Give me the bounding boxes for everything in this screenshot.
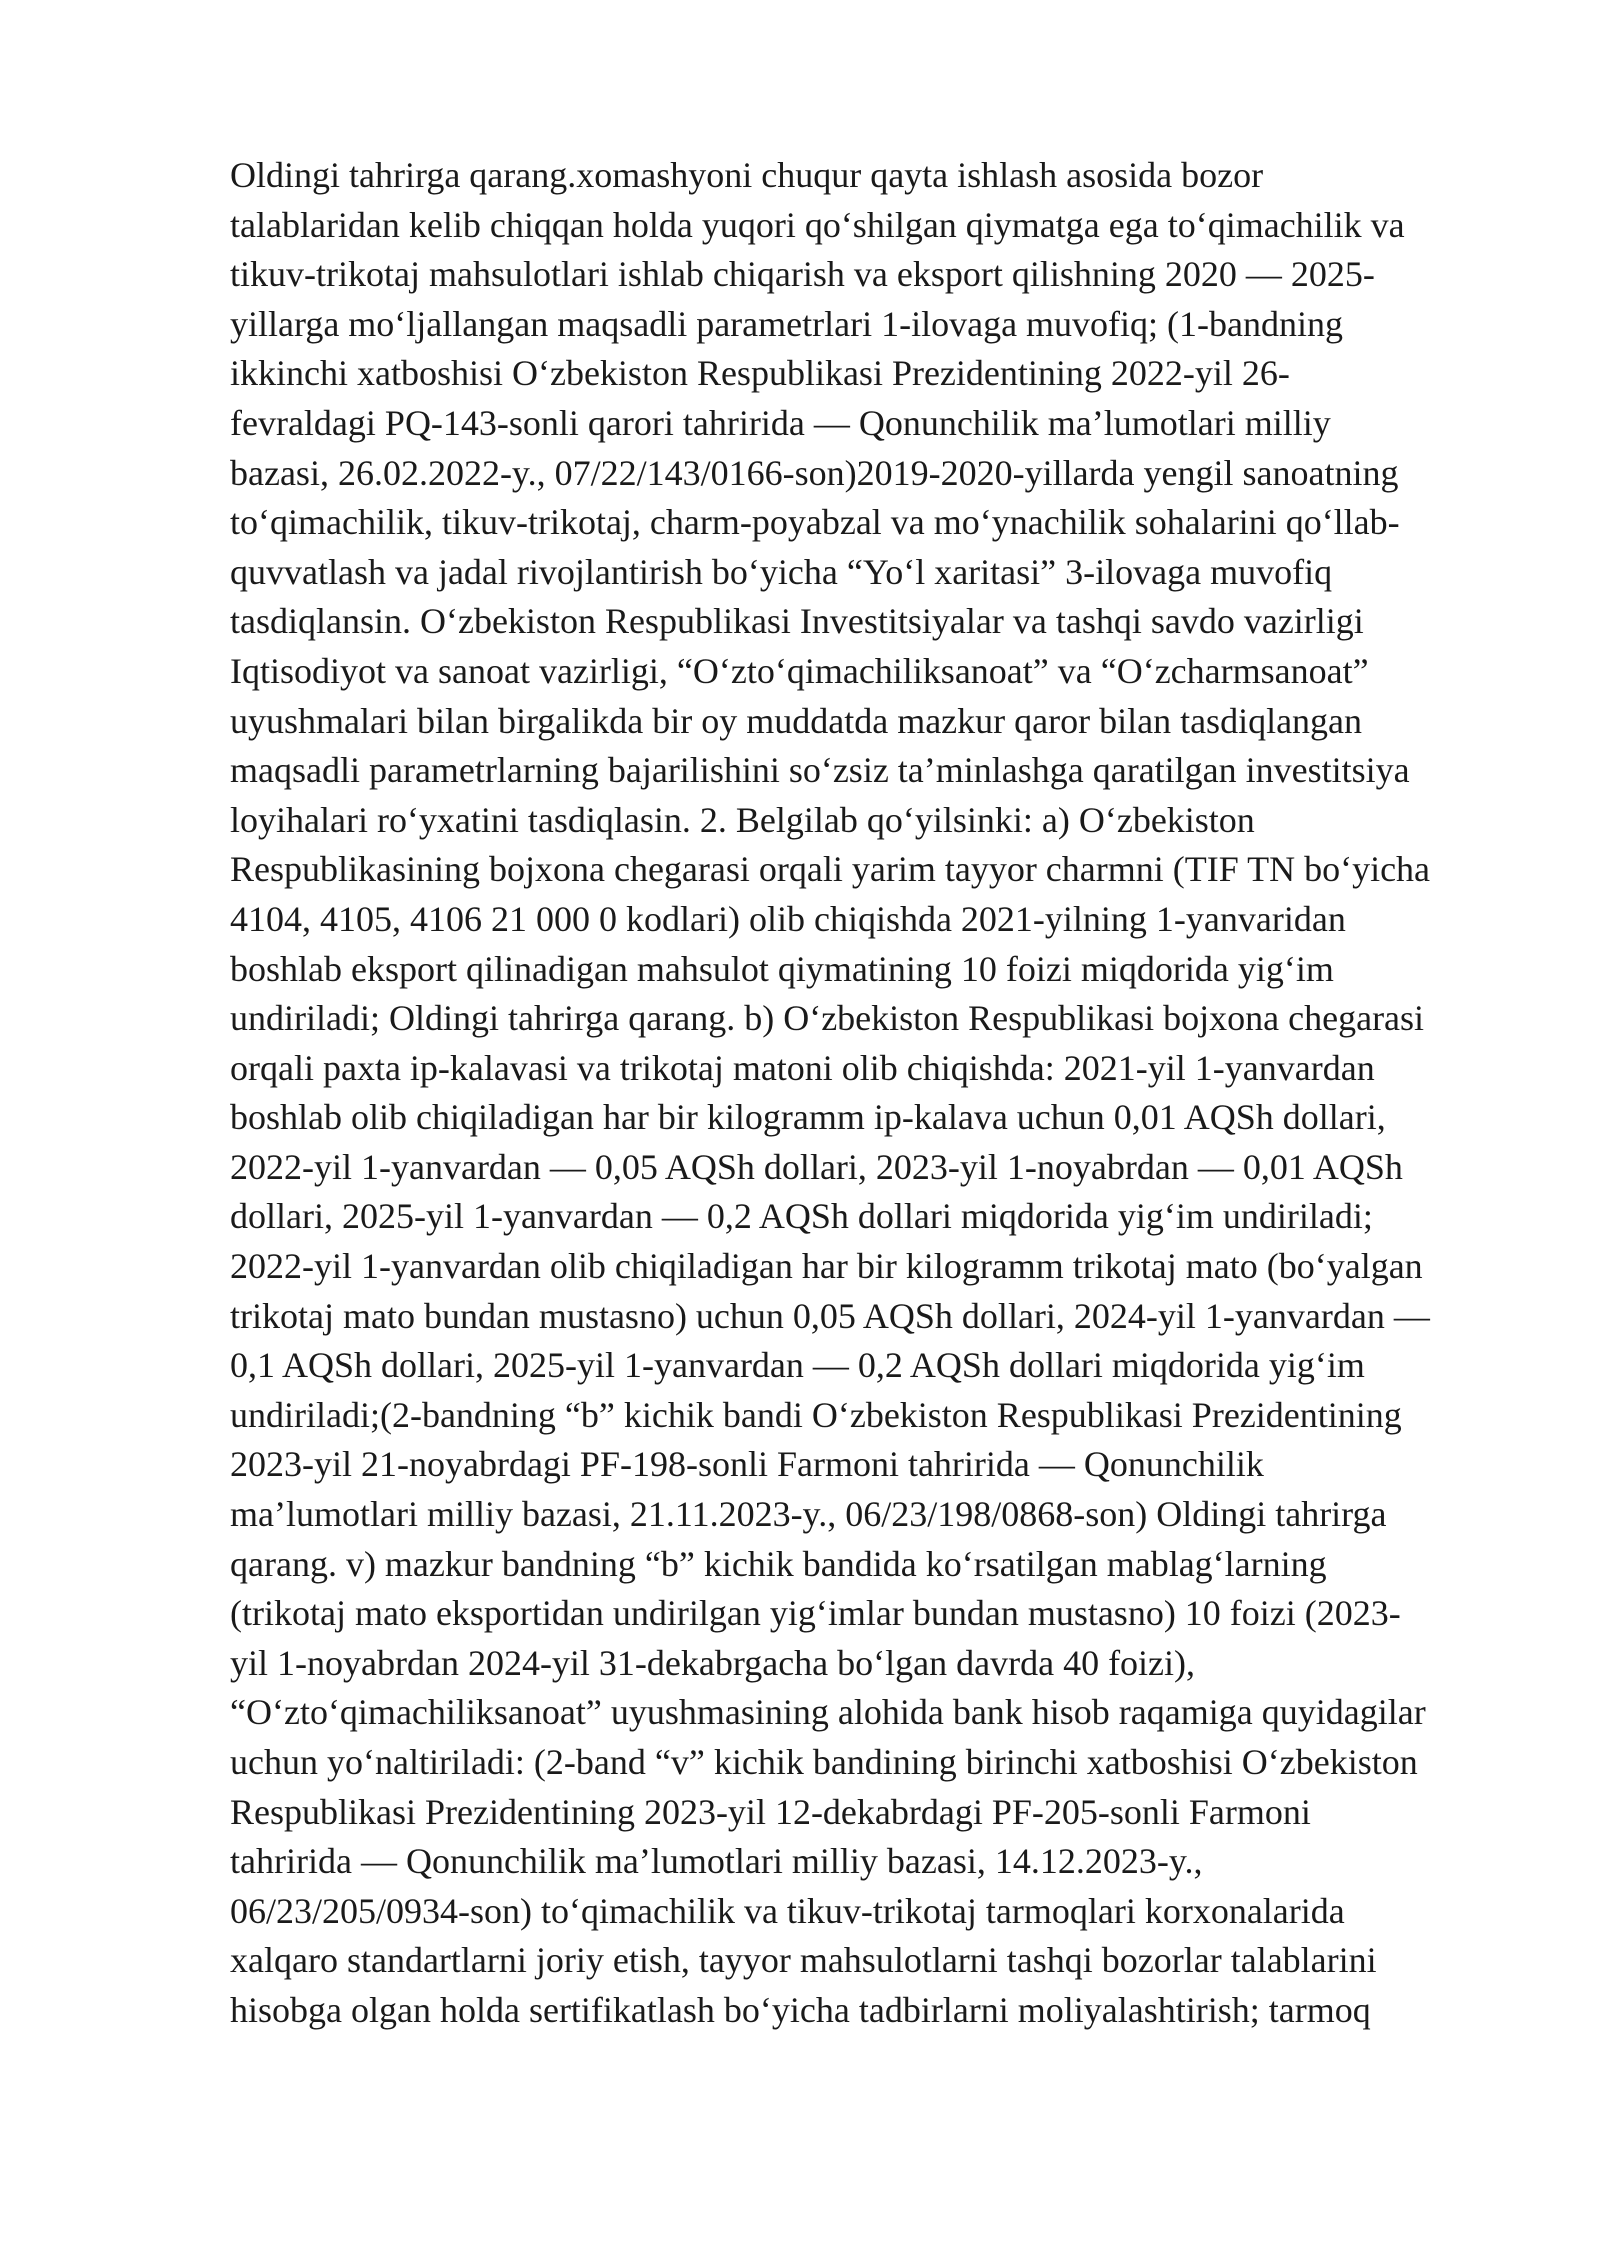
text-line: undiriladi;(2-bandning “b” kichik bandi O‘zbekiston Respublikasi Prezidentining bbox=[230, 1394, 1402, 1435]
text-line: to‘qimachilik, tikuv-trikotaj, charm-poyabzal va mo‘ynachilik sohalarini qo‘llab- bbox=[230, 502, 1400, 543]
text-line: orqali paxta ip-kalavasi va trikotaj matoni olib chiqishda: 2021-yil 1-yanvardan bbox=[230, 1047, 1375, 1088]
text-line: xalqaro standartlarni joriy etish, tayyor mahsulotlarni tashqi bozorlar talablarini bbox=[230, 1940, 1377, 1981]
text-line: tikuv-trikotaj mahsulotlari ishlab chiqarish va eksport qilishning 2020 — 2025- bbox=[230, 254, 1375, 295]
text-line: 4104, 4105, 4106 21 000 0 kodlari) olib chiqishda 2021-yilning 1-yanvaridan bbox=[230, 898, 1346, 939]
text-line: Respublikasining bojxona chegarasi orqali yarim tayyor charmni (TIF TN bo‘yicha bbox=[230, 849, 1431, 890]
text-line: tasdiqlansin. O‘zbekiston Respublikasi Investitsiyalar va tashqi savdo vazirligi bbox=[230, 601, 1364, 642]
text-line: “O‘zto‘qimachiliksanoat” uyushmasining alohida bank hisob raqamiga quyidagilar bbox=[230, 1692, 1426, 1733]
text-line: 2022-yil 1-yanvardan — 0,05 AQSh dollari, 2023-yil 1-noyabrdan — 0,01 AQSh bbox=[230, 1146, 1403, 1187]
text-line: dollari, 2025-yil 1-yanvardan — 0,2 AQSh dollari miqdorida yig‘im undiriladi; bbox=[230, 1196, 1373, 1237]
text-line: ikkinchi xatboshisi O‘zbekiston Respublikasi Prezidentining 2022-yil 26- bbox=[230, 353, 1290, 394]
text-line: Respublikasi Prezidentining 2023-yil 12-dekabrdagi PF-205-sonli Farmoni bbox=[230, 1791, 1311, 1832]
text-line: talablaridan kelib chiqqan holda yuqori qo‘shilgan qiymatga ega to‘qimachilik va bbox=[230, 204, 1405, 245]
text-line: (trikotaj mato eksportidan undirilgan yig‘imlar bundan mustasno) 10 foizi (2023- bbox=[230, 1593, 1401, 1634]
text-line: uyushmalari bilan birgalikda bir oy muddatda mazkur qaror bilan tasdiqlangan bbox=[230, 700, 1363, 741]
text-line: maqsadli parametrlarning bajarilishini so‘zsiz ta’minlashga qaratilgan investitsiya bbox=[230, 750, 1410, 791]
text-line: trikotaj mato bundan mustasno) uchun 0,05 AQSh dollari, 2024-yil 1-yanvardan — bbox=[230, 1295, 1430, 1336]
text-line: quvvatlash va jadal rivojlantirish bo‘yicha “Yo‘l xaritasi” 3-ilovaga muvofiq bbox=[230, 551, 1333, 592]
text-line: hisobga olgan holda sertifikatlash bo‘yicha tadbirlarni moliyalashtirish; tarmoq bbox=[230, 1989, 1371, 2030]
text-line: 2022-yil 1-yanvardan olib chiqiladigan har bir kilogramm trikotaj mato (bo‘yalgan bbox=[230, 1246, 1423, 1287]
text-line: ma’lumotlari milliy bazasi, 21.11.2023-y., 06/23/198/0868-son) Oldingi tahrirga bbox=[230, 1494, 1387, 1535]
text-line: undiriladi; Oldingi tahrirga qarang. b) O‘zbekiston Respublikasi bojxona chegarasi bbox=[230, 998, 1425, 1039]
text-line: boshlab olib chiqiladigan har bir kilogramm ip-kalava uchun 0,01 AQSh dollari, bbox=[230, 1097, 1386, 1138]
text-line: yillarga mo‘ljallangan maqsadli parametrlari 1-ilovaga muvofiq; (1-bandning bbox=[230, 303, 1343, 344]
text-line: tahririda — Qonunchilik ma’lumotlari milliy bazasi, 14.12.2023-y., bbox=[230, 1841, 1203, 1882]
text-line: loyihalari ro‘yxatini tasdiqlasin. 2. Belgilab qo‘yilsinki: a) O‘zbekiston bbox=[230, 799, 1255, 840]
text-line: uchun yo‘naltiriladi: (2-band “v” kichik bandining birinchi xatboshisi O‘zbekiston bbox=[230, 1742, 1418, 1782]
text-line: Iqtisodiyot va sanoat vazirligi, “O‘zto‘qimachiliksanoat” va “O‘zcharmsanoat” bbox=[230, 650, 1369, 691]
text-line: yil 1-noyabrdan 2024-yil 31-dekabrgacha bo‘lgan davrda 40 foizi), bbox=[230, 1642, 1196, 1683]
text-line: 06/23/205/0934-son) to‘qimachilik va tikuv-trikotaj tarmoqlari korxonalarida bbox=[230, 1890, 1345, 1931]
text-line: 2023-yil 21-noyabrdagi PF-198-sonli Farmoni tahririda — Qonunchilik bbox=[230, 1444, 1264, 1485]
text-line: qarang. v) mazkur bandning “b” kichik bandida ko‘rsatilgan mablag‘larning bbox=[230, 1543, 1327, 1584]
text-line: 0,1 AQSh dollari, 2025-yil 1-yanvardan — 0,2 AQSh dollari miqdorida yig‘im bbox=[230, 1345, 1365, 1386]
text-line: boshlab eksport qilinadigan mahsulot qiymatining 10 foizi miqdorida yig‘im bbox=[230, 948, 1334, 989]
body-text bbox=[230, 151, 1570, 2036]
text-line: Oldingi tahrirga qarang.xomashyoni chuqur qayta ishlash asosida bozor bbox=[230, 155, 1264, 195]
text-line: fevraldagi PQ-143-sonli qarori tahririda — Qonunchilik ma’lumotlari milliy bbox=[230, 402, 1331, 443]
text-line: bazasi, 26.02.2022-y., 07/22/143/0166-son)2019-2020-yillarda yengil sanoatning bbox=[230, 452, 1399, 493]
